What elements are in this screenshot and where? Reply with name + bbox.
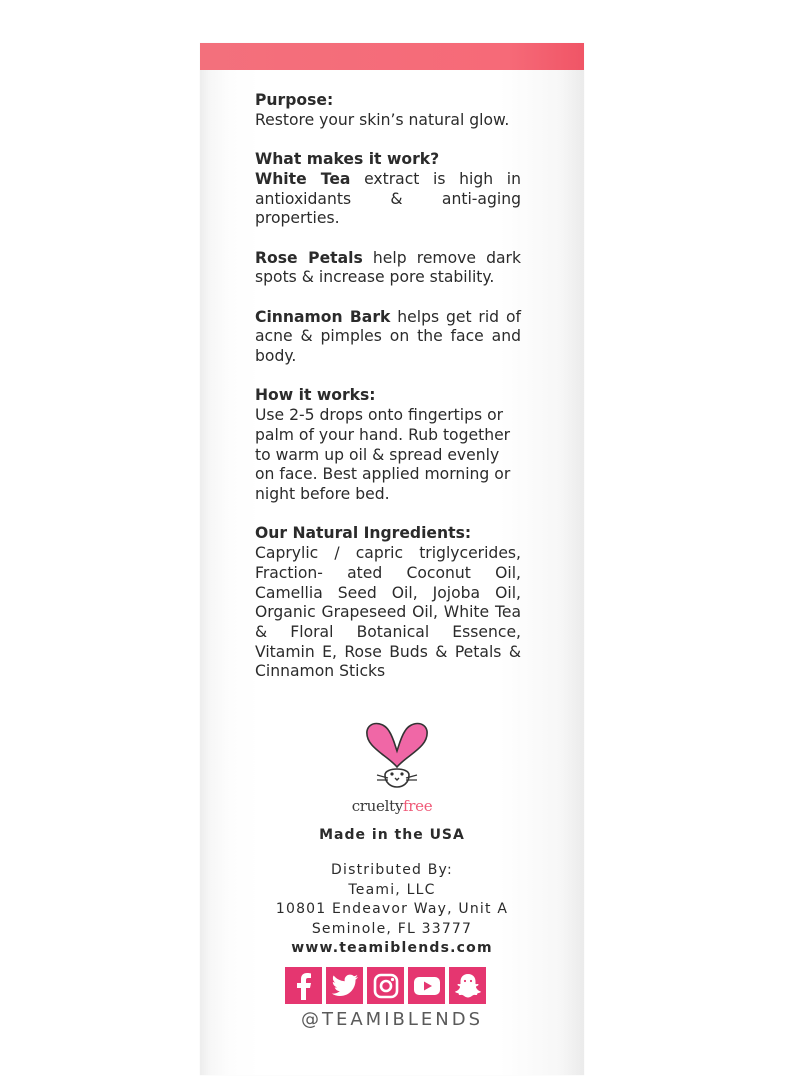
what-makes-it-work-heading: What makes it work? [255, 150, 440, 169]
company-name: Teami, LLC [348, 881, 436, 898]
pink-top-band [200, 43, 584, 70]
cruelty-word: cruelty [351, 797, 404, 815]
how-it-works-heading: How it works: [255, 386, 376, 405]
cruelty-free-text [200, 797, 584, 815]
instagram-icon[interactable] [367, 967, 404, 1004]
ingredient-desc: help remove dark spots & increase pore stability. [255, 248, 521, 287]
product-box-panel [200, 43, 584, 1075]
ingredient-term: White Tea [255, 169, 351, 188]
ingredients-text: Caprylic / capric triglycerides, Fraction- ated Coconut Oil, Camellia Seed Oil, Jojoba Oil, Organic Grapeseed Oil, White Tea & Floral Botanical Essence, Vitamin E, Rose Buds & Petals & Cinnamon Sticks [255, 544, 521, 681]
facebook-icon[interactable] [285, 967, 322, 1004]
distributor-info [200, 861, 584, 959]
label-text-content [255, 91, 521, 702]
purpose-heading: Purpose: [255, 91, 334, 109]
ingredient-term: Rose Petals [255, 248, 363, 267]
social-icons-row [285, 967, 486, 1005]
address-line-1: 10801 Endeavor Way, Unit A [275, 901, 509, 918]
social-handle: @TEAMIBLENDS [300, 1009, 484, 1030]
bunny-heart-icon [357, 717, 437, 797]
ingredient-benefit-white-tea [255, 170, 521, 229]
how-it-works-text: Use 2-5 drops onto fingertips or palm of your hand. Rub together to warm up oil & spread evenly on face. Best applied morning or night before bed. [255, 406, 511, 503]
ingredients-heading: Our Natural Ingredients: [255, 524, 472, 543]
snapchat-icon[interactable] [449, 967, 486, 1004]
website-link[interactable]: www.teamiblends.com [291, 940, 493, 957]
ingredient-benefit-rose-petals [255, 249, 521, 288]
ingredient-term: Cinnamon Bark [255, 307, 391, 326]
youtube-icon[interactable] [408, 967, 445, 1004]
ingredient-desc: helps get rid of acne & pimples on the face and body. [255, 307, 521, 366]
distributed-by-label: Distributed By: [331, 862, 453, 878]
made-in-usa: Made in the USA [319, 827, 465, 843]
ingredient-desc: extract is high in antioxidants & anti-aging properties. [255, 169, 521, 228]
purpose-text: Restore your skin’s natural glow. [255, 110, 510, 129]
twitter-icon[interactable] [326, 967, 363, 1004]
address-line-2: Seminole, FL 33777 [311, 920, 473, 937]
ingredient-benefit-cinnamon-bark [255, 308, 521, 367]
free-word: free [403, 797, 433, 815]
